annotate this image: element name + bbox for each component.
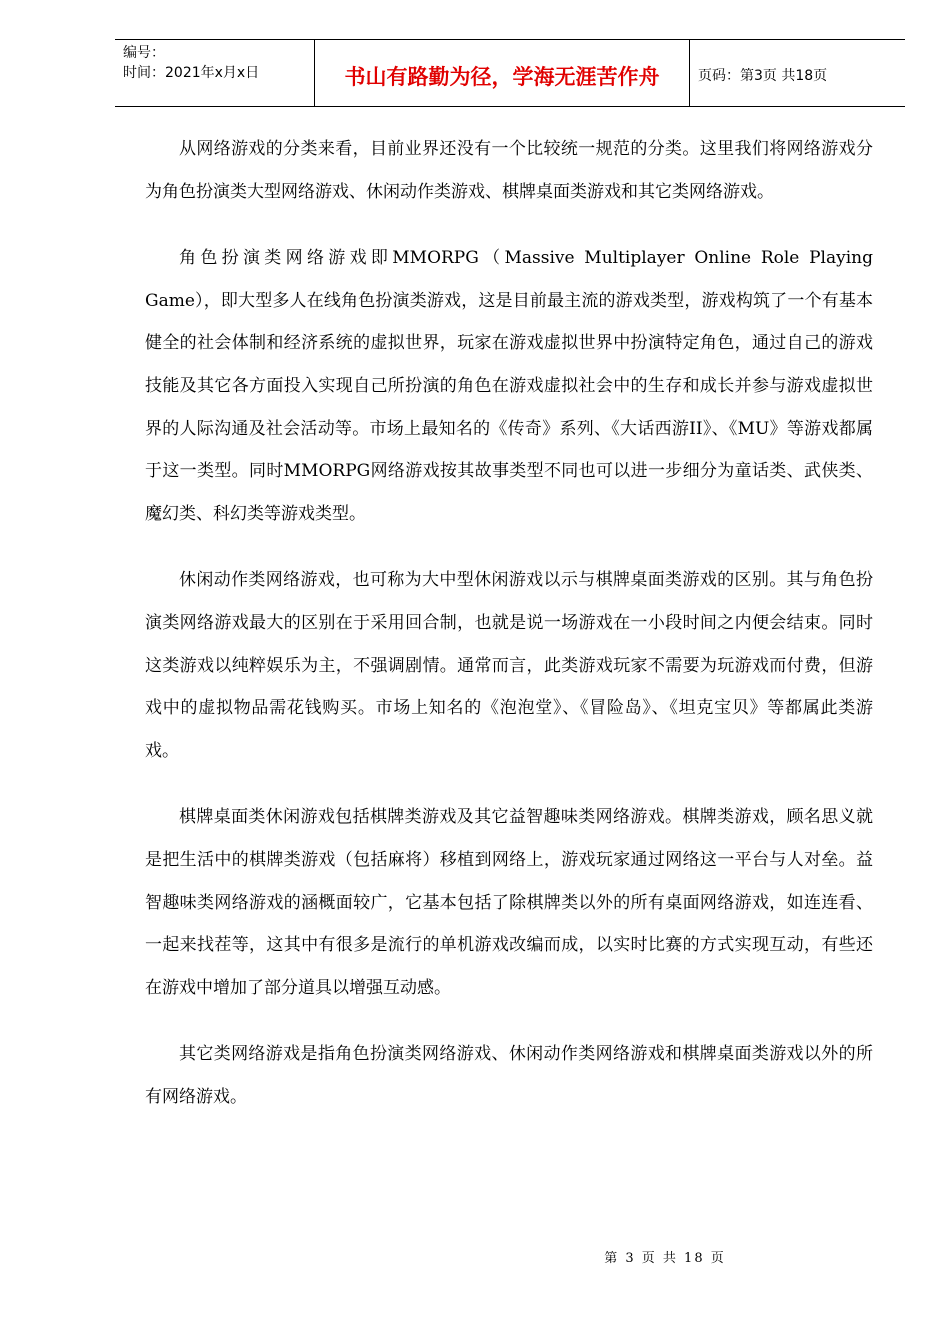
paragraph-casual-action: 休闲动作类网络游戏，也可称为大中型休闲游戏以示与棋牌桌面类游戏的区别。其与角色扮演类网络游戏最大的区别在于采用回合制，也就是说一场游戏在一小段时间之内便会结束。同时这类游戏以纯粹娱乐为主，不强调剧情。通常而言，此类游戏玩家不需要为玩游戏而付费，但游戏中的虚拟物品需花钱购买。市场上知名的《泡泡堂》、《冒险岛》、《坦克宝贝》等都属此类游戏。 xyxy=(145,570,873,761)
document-number-label: 编号： xyxy=(123,45,165,61)
paragraph-classification-intro: 从网络游戏的分类来看，目前业界还没有一个比较统一规范的分类。这里我们将网络游戏分为角色扮演类大型网络游戏、休闲动作类游戏、棋牌桌面类游戏和其它类网络游戏。 xyxy=(145,139,873,202)
document-time-label: 时间：2021年x月x日 xyxy=(123,65,260,81)
paragraph-other-games: 其它类网络游戏是指角色扮演类网络游戏、休闲动作类网络游戏和棋牌桌面类游戏以外的所有网络游戏。 xyxy=(145,1044,873,1107)
header-page-code: 页码：第3页 共18页 xyxy=(698,68,828,84)
document-body xyxy=(145,128,873,1142)
paragraph-board-card: 棋牌桌面类休闲游戏包括棋牌类游戏及其它益智趣味类网络游戏。棋牌类游戏，顾名思义就是把生活中的棋牌类游戏（包括麻将）移植到网络上，游戏玩家通过网络这一平台与人对垒。益智趣味类网络游戏的涵概面较广，它基本包括了除棋牌类以外的所有桌面网络游戏，如连连看、一起来找茬等，这其中有很多是流行的单机游戏改编而成，以实时比赛的方式实现互动，有些还在游戏中增加了部分道具以增强互动感。 xyxy=(145,807,873,998)
paragraph-mmorpg: 角色扮演类网络游戏即MMORPG（Massive Multiplayer Online Role Playing Game），即大型多人在线角色扮演类游戏，这是目前最主流的游戏类型，游戏构筑了一个有基本健全的社会体制和经济系统的虚拟世界，玩家在游戏虚拟世界中扮演特定角色，通过自己的游戏技能及其它各方面投入实现自己所扮演的角色在游戏虚拟社会中的生存和成长并参与游戏虚拟世界的人际沟通及社会活动等。市场上最知名的《传奇》系列、《大话西游II》、《MU》等游戏都属于这一类型。同时MMORPG网络游戏按其故事类型不同也可以进一步细分为童话类、武侠类、魔幻类、科幻类等游戏类型。 xyxy=(145,248,873,524)
header-motto: 书山有路勤为径，学海无涯苦作舟 xyxy=(315,40,690,106)
page-header xyxy=(115,39,905,107)
header-meta xyxy=(115,40,315,106)
page-footer: 第 3 页 共 18 页 xyxy=(604,1251,726,1266)
